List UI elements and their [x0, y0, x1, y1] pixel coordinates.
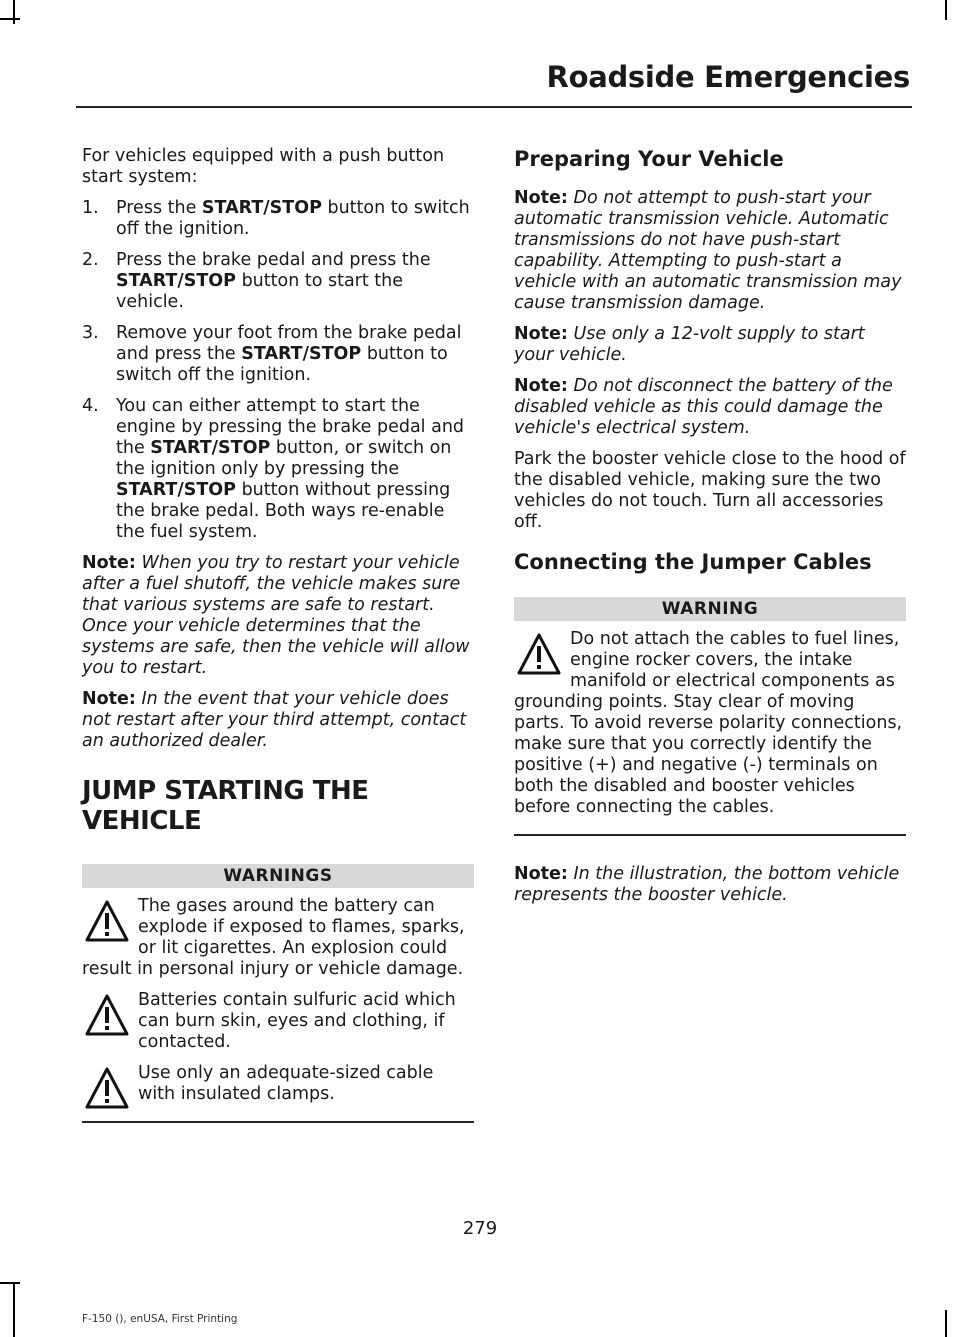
header-rule [76, 106, 912, 108]
note-label: Note: [82, 553, 136, 573]
warning-item [82, 1063, 474, 1105]
section-title: JUMP STARTING THE VEHICLE [82, 776, 369, 836]
step-text: Press the [116, 198, 202, 218]
prep-note [514, 376, 906, 439]
note-label: Note: [514, 376, 568, 396]
note-label: Note: [514, 324, 568, 344]
step-number: 4. [82, 396, 99, 416]
page-number: 279 [462, 1218, 498, 1239]
step-number: 1. [82, 198, 99, 218]
warning-end-rule [514, 834, 906, 836]
crop-mark [13, 0, 15, 24]
list-item [82, 396, 474, 543]
steps-list [82, 198, 474, 543]
warning-item [82, 896, 474, 980]
crop-mark [0, 1282, 20, 1284]
warning-triangle-icon [84, 1065, 130, 1111]
warning-text: Do not attach the cables to fuel lines, engine rocker covers, the intake manifold or electrical components as grounding points. Stay clear of moving parts. To avoid reverse polarity connections, make sure that you correctly identify the positive (+) and negative (-) terminals on both the disabled and booster vehicles before connecting the cables. [514, 629, 903, 817]
note-dealer [82, 689, 474, 752]
warning-item [82, 990, 474, 1053]
page-header-title: Roadside Emergencies [546, 60, 910, 94]
footer-text: F-150 (), enUSA, First Printing [82, 1313, 238, 1325]
prep-title: Preparing Your Vehicle [514, 147, 784, 171]
connect-title: Connecting the Jumper Cables [514, 550, 872, 574]
list-item [82, 250, 474, 313]
step-text: button without pressing the brake pedal. Both ways re-enable the fuel system. [116, 480, 451, 542]
crop-mark [0, 18, 20, 20]
warning-text: Batteries contain sulfuric acid which can burn skin, eyes and clothing, if contacted. [138, 990, 456, 1052]
left-column [82, 146, 474, 1123]
step-bold: START/STOP [150, 438, 271, 458]
note-text: When you try to restart your vehicle after a fuel shutoff, the vehicle makes sure that various systems are safe to restart. Once your vehicle determines that the systems are safe, then the vehicle will allow you to restart. [82, 553, 470, 678]
list-item [82, 323, 474, 386]
note-text: Do not disconnect the battery of the disabled vehicle as this could damage the vehicle's electrical system. [514, 376, 893, 438]
note-text: In the illustration, the bottom vehicle represents the booster vehicle. [514, 864, 900, 905]
right-column [514, 146, 906, 916]
warning-triangle-icon [516, 631, 562, 677]
warnings-end-rule [82, 1121, 474, 1123]
step-text: button to switch off the ignition. [116, 344, 448, 385]
list-item [82, 198, 474, 240]
park-text: Park the booster vehicle close to the hood of the disabled vehicle, making sure the two vehicles do not touch. Turn all accessories off. [514, 449, 906, 532]
note-label: Note: [514, 188, 568, 208]
step-text: button to start the vehicle. [116, 271, 404, 312]
illustration-note [514, 864, 906, 906]
step-text: You can either attempt to start the engine by pressing the brake pedal and the [116, 396, 465, 458]
warning-header: WARNING [514, 597, 906, 621]
prep-note [514, 324, 906, 366]
step-bold: START/STOP [116, 271, 236, 291]
intro-text: For vehicles equipped with a push button start system: [82, 146, 445, 187]
step-text: button to switch off the ignition. [116, 198, 470, 239]
step-bold: START/STOP [201, 198, 322, 218]
note-text: Use only a 12-volt supply to start your vehicle. [514, 324, 865, 365]
step-text: Remove your foot from the brake pedal and press the [116, 323, 462, 364]
crop-mark [945, 1310, 947, 1337]
warning-item [514, 629, 906, 818]
warning-triangle-icon [84, 898, 130, 944]
warning-text: The gases around the battery can explode if exposed to flames, sparks, or lit cigarettes. An explosion could result in personal injury or vehicle damage. [82, 896, 465, 979]
step-text: button, or switch on the ignition only by pressing the [116, 438, 452, 479]
step-bold: START/STOP [116, 480, 236, 500]
crop-mark [13, 1282, 15, 1337]
warning-triangle-icon [84, 992, 130, 1038]
note-text: Do not attempt to push-start your automatic transmission vehicle. Automatic transmissions do not have push-start capability. Attempting to push-start a vehicle with an automatic transmission may cause transmission damage. [514, 188, 902, 313]
note-label: Note: [514, 864, 568, 884]
step-number: 2. [82, 250, 99, 270]
step-number: 3. [82, 323, 99, 343]
note-label: Note: [82, 689, 136, 709]
step-bold: START/STOP [241, 344, 362, 364]
prep-note [514, 188, 906, 314]
note-restart [82, 553, 474, 679]
note-text: In the event that your vehicle does not restart after your third attempt, contact an authorized dealer. [82, 689, 467, 751]
crop-mark [945, 0, 947, 20]
step-text: Press the brake pedal and press the [116, 250, 431, 270]
warning-text: Use only an adequate-sized cable with insulated clamps. [138, 1063, 434, 1104]
warnings-header: WARNINGS [82, 864, 474, 888]
